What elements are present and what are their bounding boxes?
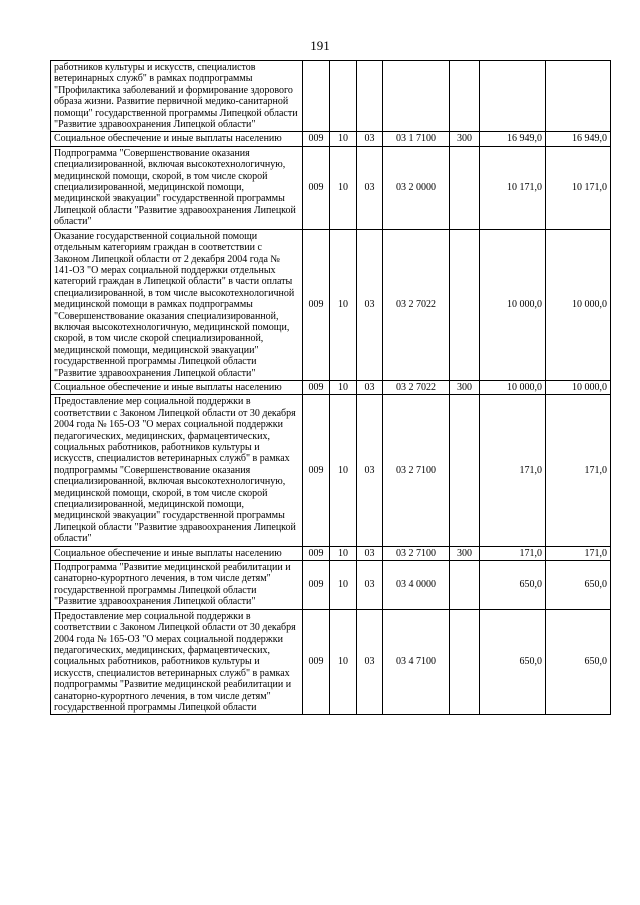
ministry-code: 009 — [303, 229, 330, 380]
subsection-code: 03 — [357, 380, 383, 394]
table-row — [51, 609, 611, 715]
amount-2: 10 000,0 — [546, 229, 611, 380]
target-article-code: 03 1 7100 — [383, 132, 450, 146]
ministry-code: 009 — [303, 395, 330, 546]
row-name: Социальное обеспечение и иные выплаты населению — [51, 380, 303, 394]
amount-2 — [546, 61, 611, 132]
amount-2: 171,0 — [546, 546, 611, 560]
budget-table — [50, 60, 611, 715]
row-name: Предоставление мер социальной поддержки в соответствии с Законом Липецкой области от 30 декабря 2004 года № 165-ОЗ "О мерах социальной поддержки педагогических, медицинских, фармацевтических, социальных работников, работников культуры и искусств, специалистов ветеринарных служб" в рамках подпрограммы "Развитие медицинской реабилитации и санаторно-курортного лечения, в том числе детям" государственной программы Липецкой области — [51, 609, 303, 715]
subsection-code: 03 — [357, 561, 383, 610]
ministry-code: 009 — [303, 546, 330, 560]
target-article-code: 03 2 7022 — [383, 380, 450, 394]
amount-2: 650,0 — [546, 609, 611, 715]
target-article-code: 03 2 7022 — [383, 229, 450, 380]
row-name: работников культуры и искусств, специалистов ветеринарных служб" в рамках подпрограммы "Профилактика заболеваний и формирование здорового образа жизни. Развитие первичной медико-санитарной помощи" государственной программы Липецкой области "Развитие здравоохранения Липецкой области" — [51, 61, 303, 132]
ministry-code — [303, 61, 330, 132]
expense-type-code — [450, 61, 480, 132]
subsection-code — [357, 61, 383, 132]
amount-1: 171,0 — [480, 395, 546, 546]
expense-type-code — [450, 395, 480, 546]
ministry-code: 009 — [303, 146, 330, 229]
amount-2: 171,0 — [546, 395, 611, 546]
section-code: 10 — [330, 609, 357, 715]
expense-type-code: 300 — [450, 132, 480, 146]
target-article-code: 03 2 7100 — [383, 395, 450, 546]
section-code: 10 — [330, 146, 357, 229]
table-row — [51, 132, 611, 146]
table-row — [51, 380, 611, 394]
budget-table-body — [51, 61, 611, 715]
expense-type-code — [450, 146, 480, 229]
amount-2: 10 171,0 — [546, 146, 611, 229]
subsection-code: 03 — [357, 609, 383, 715]
section-code: 10 — [330, 546, 357, 560]
expense-type-code — [450, 561, 480, 610]
target-article-code: 03 2 7100 — [383, 546, 450, 560]
amount-2: 650,0 — [546, 561, 611, 610]
section-code: 10 — [330, 229, 357, 380]
page-number: 191 — [310, 38, 330, 53]
section-code: 10 — [330, 395, 357, 546]
subsection-code: 03 — [357, 395, 383, 546]
expense-type-code: 300 — [450, 380, 480, 394]
subsection-code: 03 — [357, 132, 383, 146]
amount-1: 171,0 — [480, 546, 546, 560]
ministry-code: 009 — [303, 609, 330, 715]
table-row — [51, 395, 611, 546]
row-name: Подпрограмма "Развитие медицинской реабилитации и санаторно-курортного лечения, в том числе детям" государственной программы Липецкой области "Развитие здравоохранения Липецкой области" — [51, 561, 303, 610]
amount-1: 650,0 — [480, 609, 546, 715]
amount-1: 650,0 — [480, 561, 546, 610]
table-row — [51, 561, 611, 610]
ministry-code: 009 — [303, 132, 330, 146]
row-name: Подпрограмма "Совершенствование оказания специализированной, включая высокотехнологичную, медицинской помощи, скорой, в том числе скорой специализированной, медицинской помощи, медицинской эвакуации" государственной программы Липецкой области "Развитие здравоохранения Липецкой области" — [51, 146, 303, 229]
section-code: 10 — [330, 132, 357, 146]
amount-2: 16 949,0 — [546, 132, 611, 146]
table-row — [51, 229, 611, 380]
table-row — [51, 546, 611, 560]
row-name: Социальное обеспечение и иные выплаты населению — [51, 132, 303, 146]
amount-2: 10 000,0 — [546, 380, 611, 394]
amount-1: 10 171,0 — [480, 146, 546, 229]
row-name: Социальное обеспечение и иные выплаты населению — [51, 546, 303, 560]
table-row — [51, 146, 611, 229]
section-code: 10 — [330, 561, 357, 610]
target-article-code: 03 4 0000 — [383, 561, 450, 610]
row-name: Предоставление мер социальной поддержки в соответствии с Законом Липецкой области от 30 декабря 2004 года № 165-ОЗ "О мерах социальной поддержки педагогических, медицинских, фармацевтических, социальных работников, работников культуры и искусств, специалистов ветеринарных служб" в рамках подпрограммы "Совершенствование оказания специализированной, включая высокотехнологичную, медицинской помощи, скорой, в том числе скорой специализированной, медицинской помощи, медицинской эвакуации" государственной программы Липецкой области "Развитие здравоохранения Липецкой области" — [51, 395, 303, 546]
ministry-code: 009 — [303, 561, 330, 610]
ministry-code: 009 — [303, 380, 330, 394]
subsection-code: 03 — [357, 146, 383, 229]
subsection-code: 03 — [357, 229, 383, 380]
expense-type-code: 300 — [450, 546, 480, 560]
expense-type-code — [450, 609, 480, 715]
target-article-code — [383, 61, 450, 132]
section-code — [330, 61, 357, 132]
amount-1: 10 000,0 — [480, 229, 546, 380]
amount-1: 16 949,0 — [480, 132, 546, 146]
row-name: Оказание государственной социальной помощи отдельным категориям граждан в соответствии с Законом Липецкой области от 2 декабря 2004 года № 141-ОЗ "О мерах социальной поддержки отдельных категорий граждан в Липецкой области" в части оплаты специализированной, в том числе высокотехнологичной медицинской помощи в рамках подпрограммы "Совершенствование оказания специализированной, включая высокотехнологичную, медицинской помощи, скорой, в том числе скорой специализированной, медицинской помощи, медицинской эвакуации" государственной программы Липецкой области "Развитие здравоохранения Липецкой области" — [51, 229, 303, 380]
target-article-code: 03 2 0000 — [383, 146, 450, 229]
amount-1: 10 000,0 — [480, 380, 546, 394]
subsection-code: 03 — [357, 546, 383, 560]
section-code: 10 — [330, 380, 357, 394]
table-row — [51, 61, 611, 132]
expense-type-code — [450, 229, 480, 380]
amount-1 — [480, 61, 546, 132]
target-article-code: 03 4 7100 — [383, 609, 450, 715]
